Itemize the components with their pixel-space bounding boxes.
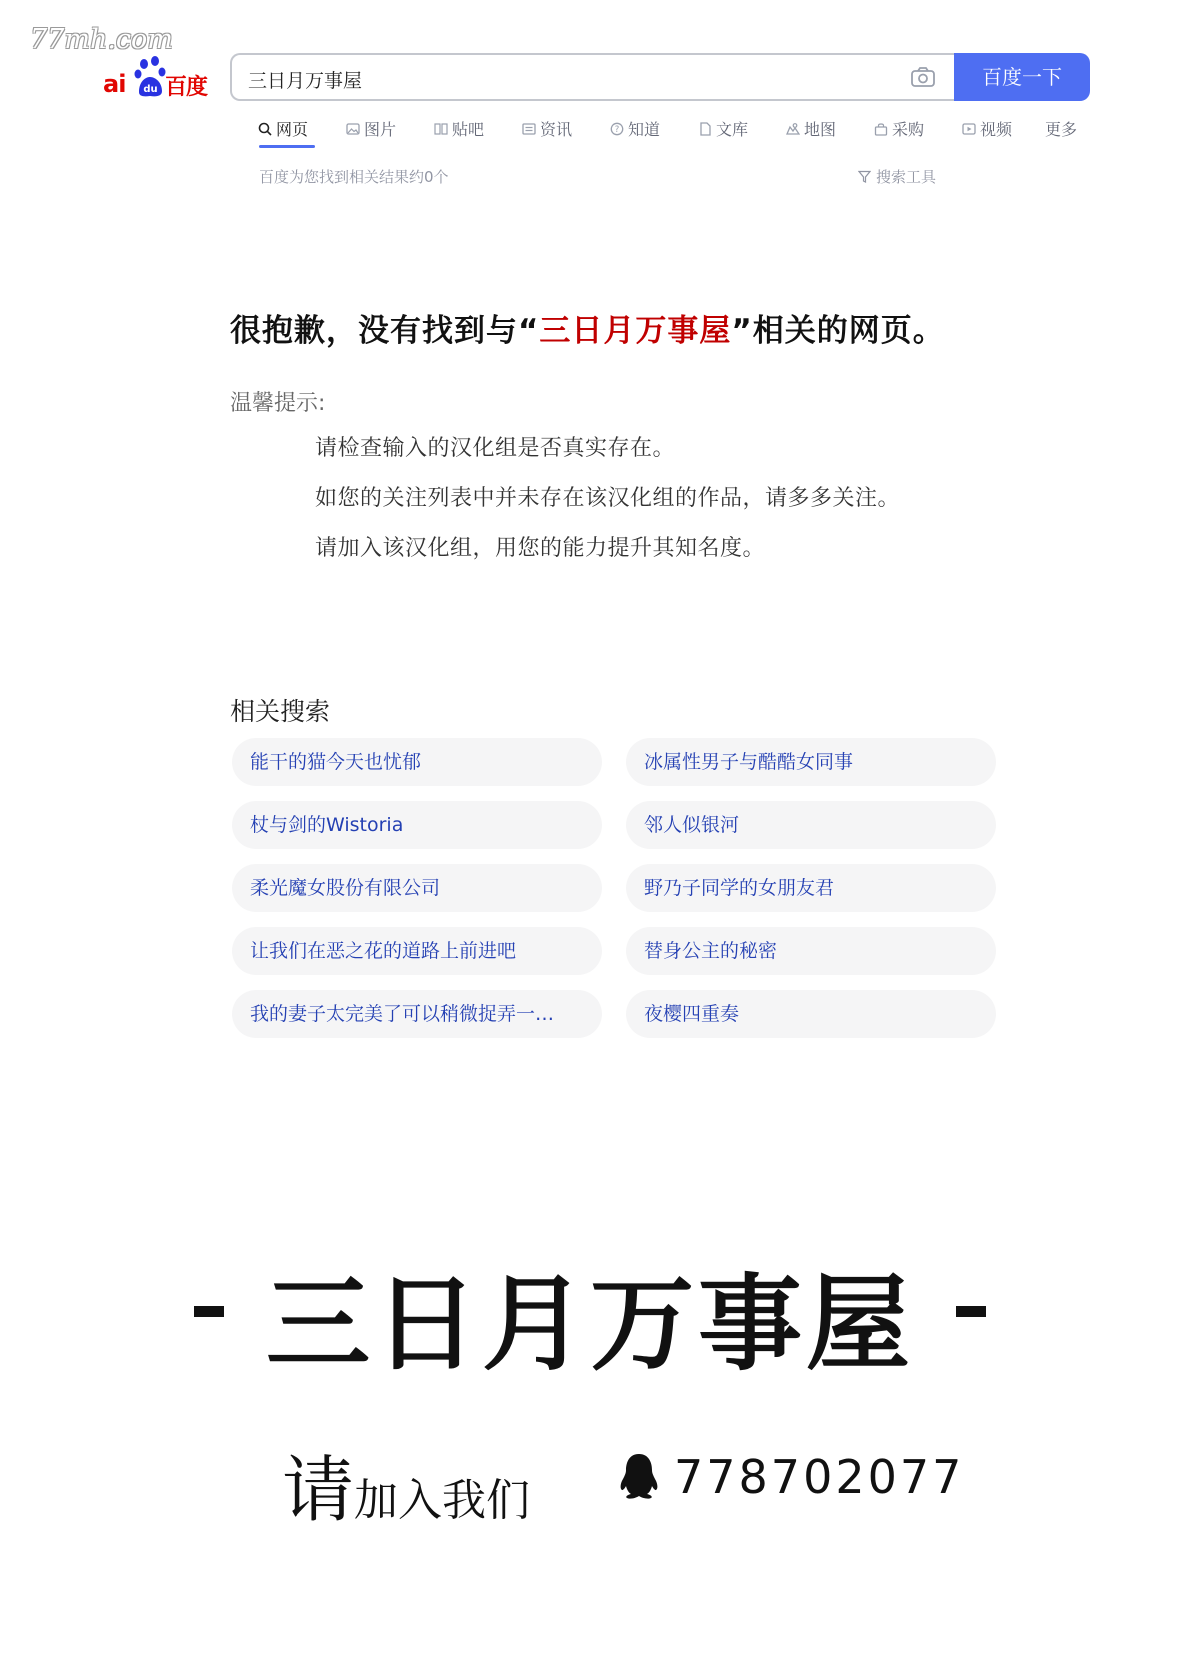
map-icon	[786, 122, 800, 136]
image-icon	[346, 122, 360, 136]
tips-list	[315, 434, 900, 584]
group-banner	[190, 1240, 990, 1385]
active-tab-indicator	[259, 145, 315, 148]
baidu-logo[interactable]	[103, 56, 215, 100]
tab-label: 更多	[1045, 120, 1078, 139]
related-search-item[interactable]: 夜樱四重奏	[626, 990, 996, 1038]
group-name: 三日月万事屋	[265, 1262, 914, 1385]
svg-text:?: ?	[614, 125, 620, 136]
related-searches-title: 相关搜索	[230, 697, 331, 726]
news-icon	[522, 122, 536, 136]
tab-map[interactable]	[786, 117, 836, 140]
filter-icon	[858, 170, 871, 183]
tab-label: 知道	[628, 120, 661, 139]
message-query: 三日月万事屋	[539, 313, 732, 349]
no-results-message	[230, 305, 945, 350]
related-search-item[interactable]: 杖与剑的Wistoria	[232, 801, 602, 849]
related-search-item[interactable]: 替身公主的秘密	[626, 927, 996, 975]
search-bar	[230, 53, 1090, 101]
watermark: 77mh.com	[30, 24, 173, 55]
tab-images[interactable]	[346, 117, 396, 140]
message-suffix: ”相关的网页。	[731, 313, 945, 349]
tab-tieba[interactable]	[434, 117, 484, 140]
tip-item: 请检查输入的汉化组是否真实存在。	[315, 436, 676, 461]
related-search-item[interactable]: 我的妻子太完美了可以稍微捉弄一…	[232, 990, 602, 1038]
search-tools-button[interactable]	[858, 166, 936, 187]
related-search-item[interactable]: 邻人似银河	[626, 801, 996, 849]
logo-ai-text: ai	[103, 70, 126, 98]
message-prefix: 很抱歉，没有找到与“	[230, 313, 540, 349]
tab-label: 视频	[980, 120, 1013, 139]
tab-label: 采购	[892, 120, 925, 139]
tab-label: 地图	[804, 120, 837, 139]
tab-news[interactable]	[522, 117, 572, 140]
tab-more[interactable]	[1045, 117, 1077, 140]
related-search-item[interactable]: 让我们在恶之花的道路上前进吧	[232, 927, 602, 975]
tip-label: 温馨提示:	[230, 391, 326, 416]
camera-icon[interactable]	[910, 66, 936, 88]
logo-name-text: 百度	[165, 75, 208, 100]
tab-video[interactable]	[962, 117, 1012, 140]
search-icon	[258, 122, 272, 136]
join-us-text	[282, 1432, 530, 1536]
svg-text:du: du	[143, 84, 158, 95]
join-big-char: 请	[282, 1448, 355, 1532]
tab-label: 图片	[364, 120, 397, 139]
tab-label: 贴吧	[452, 120, 485, 139]
shopping-icon	[874, 122, 888, 136]
qq-number: 778702077	[674, 1450, 965, 1504]
tab-label: 文库	[716, 120, 749, 139]
tieba-icon	[434, 122, 448, 136]
join-rest-text: 加入我们	[354, 1475, 531, 1526]
search-button[interactable]: 百度一下	[954, 53, 1090, 101]
video-icon	[962, 122, 976, 136]
search-input[interactable]	[230, 53, 954, 101]
tab-web[interactable]	[258, 117, 308, 140]
tab-shopping[interactable]	[874, 117, 924, 140]
related-search-item[interactable]: 能干的猫今天也忧郁	[232, 738, 602, 786]
document-icon	[698, 122, 712, 136]
search-query-text: 三日月万事屋	[248, 70, 363, 92]
related-search-item[interactable]: 冰属性男子与酷酷女同事	[626, 738, 996, 786]
search-tools-label: 搜索工具	[876, 168, 937, 186]
result-count: 百度为您找到相关结果约0个	[259, 168, 449, 186]
tab-zhidao[interactable]	[610, 117, 660, 140]
tab-wenku[interactable]	[698, 117, 748, 140]
paw-icon	[133, 56, 169, 100]
dash-left	[194, 1306, 224, 1317]
question-icon	[610, 122, 624, 136]
tip-item: 如您的关注列表中并未存在该汉化组的作品，请多多关注。	[315, 486, 901, 511]
qq-penguin-icon	[617, 1452, 661, 1500]
related-search-item[interactable]: 柔光魔女股份有限公司	[232, 864, 602, 912]
tab-label: 网页	[276, 120, 309, 139]
dash-right	[956, 1306, 986, 1317]
tab-label: 资讯	[540, 120, 573, 139]
tip-item: 请加入该汉化组，用您的能力提升其知名度。	[315, 536, 766, 561]
related-search-item[interactable]: 野乃子同学的女朋友君	[626, 864, 996, 912]
